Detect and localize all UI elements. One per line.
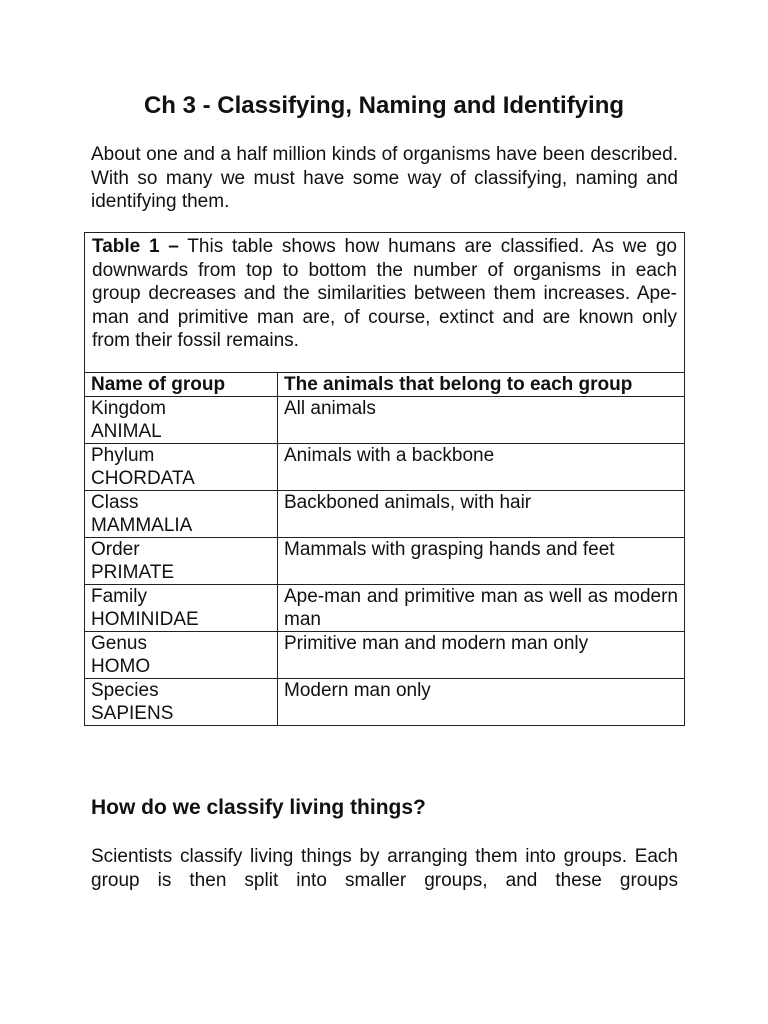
description-cell: All animals xyxy=(278,397,685,444)
group-rank: Kingdom xyxy=(91,398,166,419)
description-cell: Modern man only xyxy=(278,679,685,726)
group-cell xyxy=(85,538,278,585)
description-cell: Backboned animals, with hair xyxy=(278,491,685,538)
table-row xyxy=(85,585,684,632)
intro-paragraph: About one and a half million kinds of organisms have been described. With so many we must have some way of classifying, naming and identifying them. xyxy=(91,144,678,212)
table-caption-label: Table 1 – xyxy=(92,236,179,257)
description-cell: Primitive man and modern man only xyxy=(278,632,685,679)
group-name: HOMINIDAE xyxy=(91,609,199,630)
page-title: Ch 3 - Classifying, Naming and Identifying xyxy=(143,92,625,119)
section-paragraph: Scientists classify living things by arranging them into groups. Each group is then split into smaller groups, and these groups xyxy=(91,846,678,891)
group-name: ANIMAL xyxy=(91,421,162,442)
classification-table xyxy=(85,373,684,725)
group-name: SAPIENS xyxy=(91,703,174,724)
table-row xyxy=(85,491,684,538)
classification-table-box xyxy=(84,232,685,726)
group-name: PRIMATE xyxy=(91,562,175,583)
group-rank: Genus xyxy=(91,633,147,654)
section-heading: How do we classify living things? xyxy=(91,796,426,819)
group-rank: Family xyxy=(91,586,147,607)
group-name: CHORDATA xyxy=(91,468,195,489)
group-cell xyxy=(85,679,278,726)
table-row xyxy=(85,397,684,444)
table-row xyxy=(85,538,684,585)
header-name-of-group: Name of group xyxy=(85,373,278,397)
header-animals: The animals that belong to each group xyxy=(278,373,685,397)
table-caption xyxy=(85,233,684,373)
group-rank: Order xyxy=(91,539,140,560)
group-rank: Phylum xyxy=(91,445,155,466)
group-cell xyxy=(85,585,278,632)
group-cell xyxy=(85,491,278,538)
group-rank: Species xyxy=(91,680,159,701)
group-name: MAMMALIA xyxy=(91,515,193,536)
description-cell: Mammals with grasping hands and feet xyxy=(278,538,685,585)
group-cell xyxy=(85,397,278,444)
group-name: HOMO xyxy=(91,656,151,677)
table-row xyxy=(85,444,684,491)
table-row xyxy=(85,679,684,726)
description-cell: Ape-man and primitive man as well as modern man xyxy=(278,585,685,632)
group-cell xyxy=(85,444,278,491)
table-caption-text: This table shows how humans are classified. As we go downwards from top to bottom the number of organisms in each group decreases and the similarities between them increases. Ape-man and primitive man are, of course, extinct and are known only from their fossil remains. xyxy=(92,236,677,351)
table-row xyxy=(85,632,684,679)
description-cell: Animals with a backbone xyxy=(278,444,685,491)
group-rank: Class xyxy=(91,492,139,513)
group-cell xyxy=(85,632,278,679)
table-header-row xyxy=(85,373,684,397)
